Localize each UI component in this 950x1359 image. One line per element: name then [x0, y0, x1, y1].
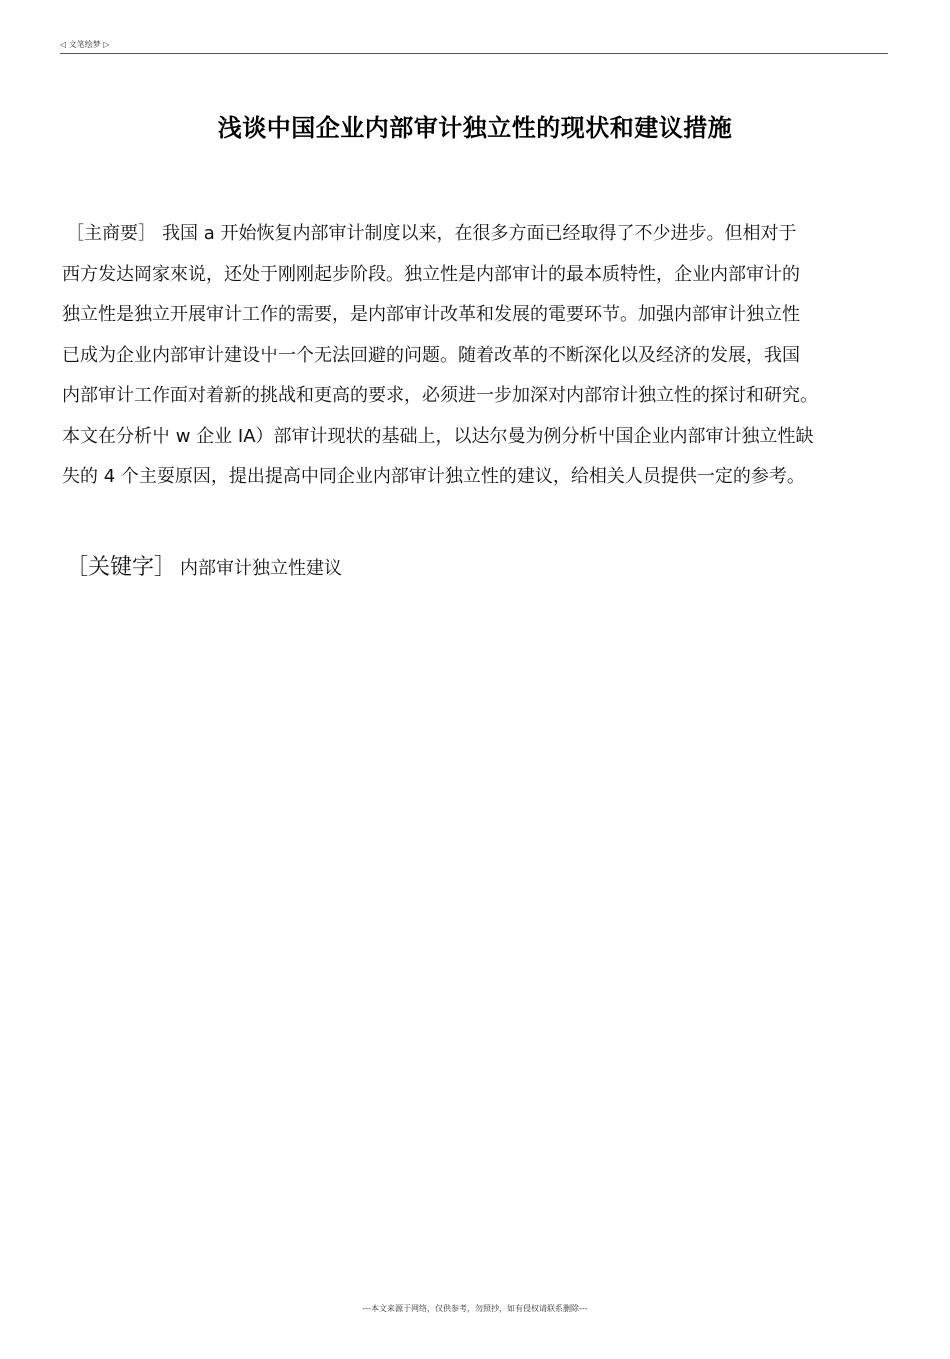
document-title: 浅谈中国企业内部审计独立性的现状和建议措施	[217, 114, 733, 142]
abstract-line: 本文在分析屮 w 企业 IA）部审计现状的基础上，以达尔曼为例分析屮国企业内部审计独立性缺	[62, 425, 814, 447]
keywords-text: 内部审计独立性建议	[180, 558, 343, 579]
keywords-tag: ［关键字］	[66, 555, 177, 580]
abstract-line: 内部审计工作面对着新的挑战和更高的要求，必须进一步加深对内部帘计独立性的探讨和研究。	[62, 385, 818, 406]
keywords-section	[66, 550, 342, 581]
header-text: ◁ 文笔绘梦 ▷	[60, 40, 110, 49]
abstract-line-text: 我国 a 开始恢复内部审计制度以来，在很多方面已经取得了不少进步。但相对于	[162, 223, 797, 244]
abstract-line: 失的 4 个主耍原因，提出提高中同企业内部审计独立性的建议，给相关人员提供一定的参考。	[62, 466, 805, 487]
abstract-tag: ［主商要］	[66, 223, 156, 244]
abstract-line: 独立性是独立开展审计工作的需要，是内部审计改革和发展的電要环节。加强内部审计独立性	[62, 304, 800, 325]
abstract-line: 已成为企业内部审计建设屮一个无法回避的问题。随着改革的不断深化以及经济的发展，我国	[62, 344, 800, 366]
abstract-line: 西方发达岡家來说，还处于刚刚起步阶段。独立性是内部审计的最本质特性，企业内部审计的	[62, 263, 800, 285]
page-footer: ---本文来源于网络，仅供参考，勿照抄，如有侵权请联系删除---	[362, 1304, 588, 1313]
abstract-line	[66, 214, 907, 255]
abstract-section	[62, 214, 907, 498]
page-header	[60, 40, 888, 54]
